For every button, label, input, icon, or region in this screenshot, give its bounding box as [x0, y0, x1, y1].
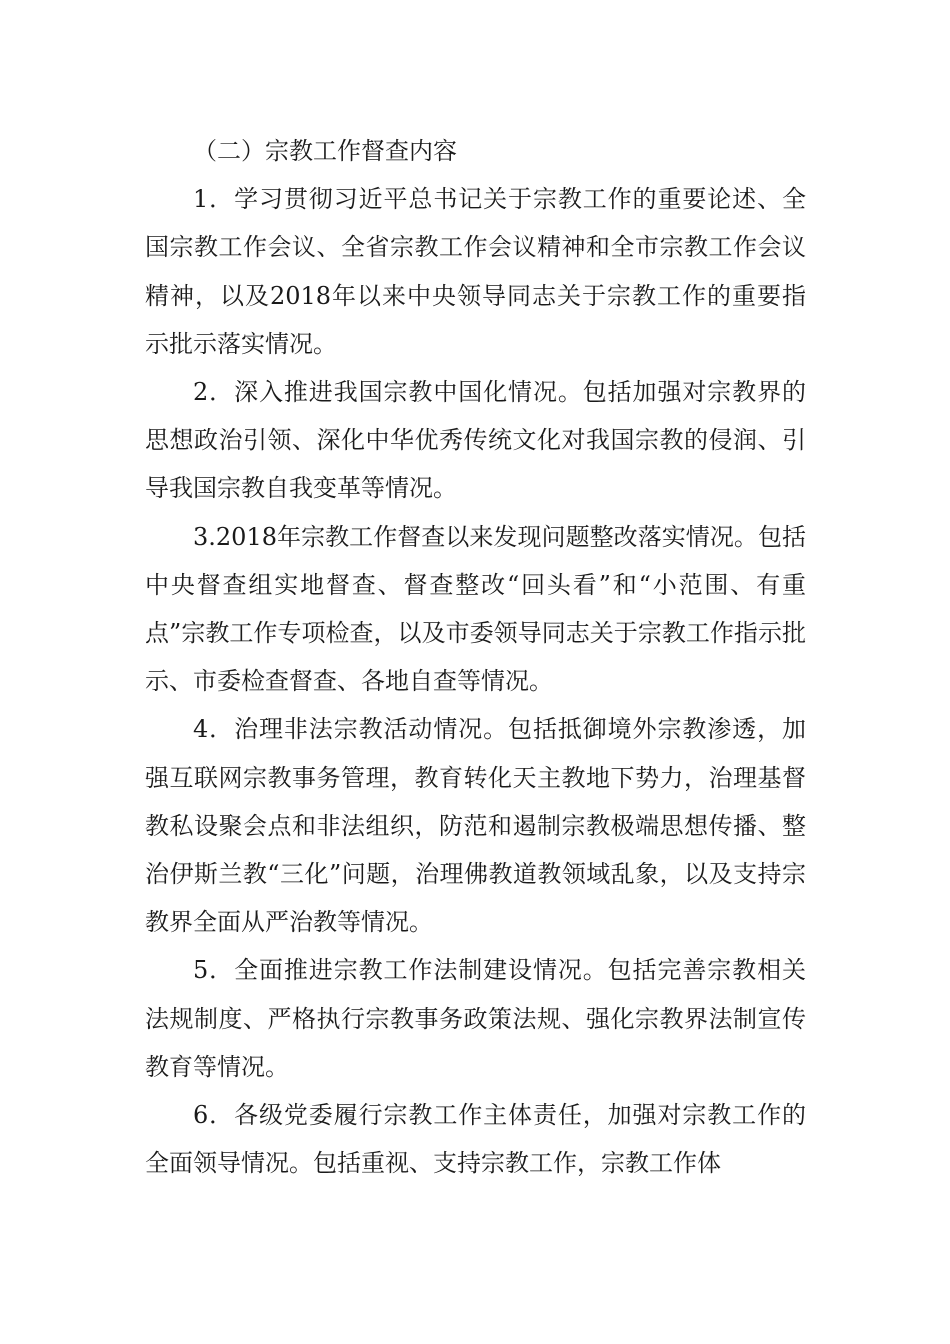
section-heading: （二）宗教工作督查内容: [193, 137, 457, 165]
paragraph-3: 3.2018年宗教工作督查以来发现问题整改落实情况。包括中央督查组实地督查、督查整改“回头看”和“小范围、有重点”宗教工作专项检查，以及市委领导同志关于宗教工作指示批示、市委检查督查、各地自查等情况。: [145, 522, 806, 696]
paragraph-4: 4．治理非法宗教活动情况。包括抵御境外宗教渗透，加强互联网宗教事务管理，教育转化天主教地下势力，治理基督教私设聚会点和非法组织，防范和遏制宗教极端思想传播、整治伊斯兰教“三化”问题，治理佛教道教领域乱象，以及支持宗教界全面从严治教等情况。: [145, 715, 806, 937]
paragraph-2: 2．深入推进我国宗教中国化情况。包括加强对宗教界的思想政治引领、深化中华优秀传统文化对我国宗教的侵润、引导我国宗教自我变革等情况。: [145, 378, 806, 503]
paragraph-1: 1．学习贯彻习近平总书记关于宗教工作的重要论述、全国宗教工作会议、全省宗教工作会议精神和全市宗教工作会议精神，以及2018年以来中央领导同志关于宗教工作的重要指示批示落实情况。: [145, 185, 806, 358]
paragraph-5: 5．全面推进宗教工作法制建设情况。包括完善宗教相关法规制度、严格执行宗教事务政策法规、强化宗教界法制宣传教育等情况。: [145, 956, 806, 1081]
paragraph-6: 6．各级党委履行宗教工作主体责任，加强对宗教工作的全面领导情况。包括重视、支持宗教工作，宗教工作体: [145, 1101, 806, 1178]
document-body: [145, 127, 806, 1187]
